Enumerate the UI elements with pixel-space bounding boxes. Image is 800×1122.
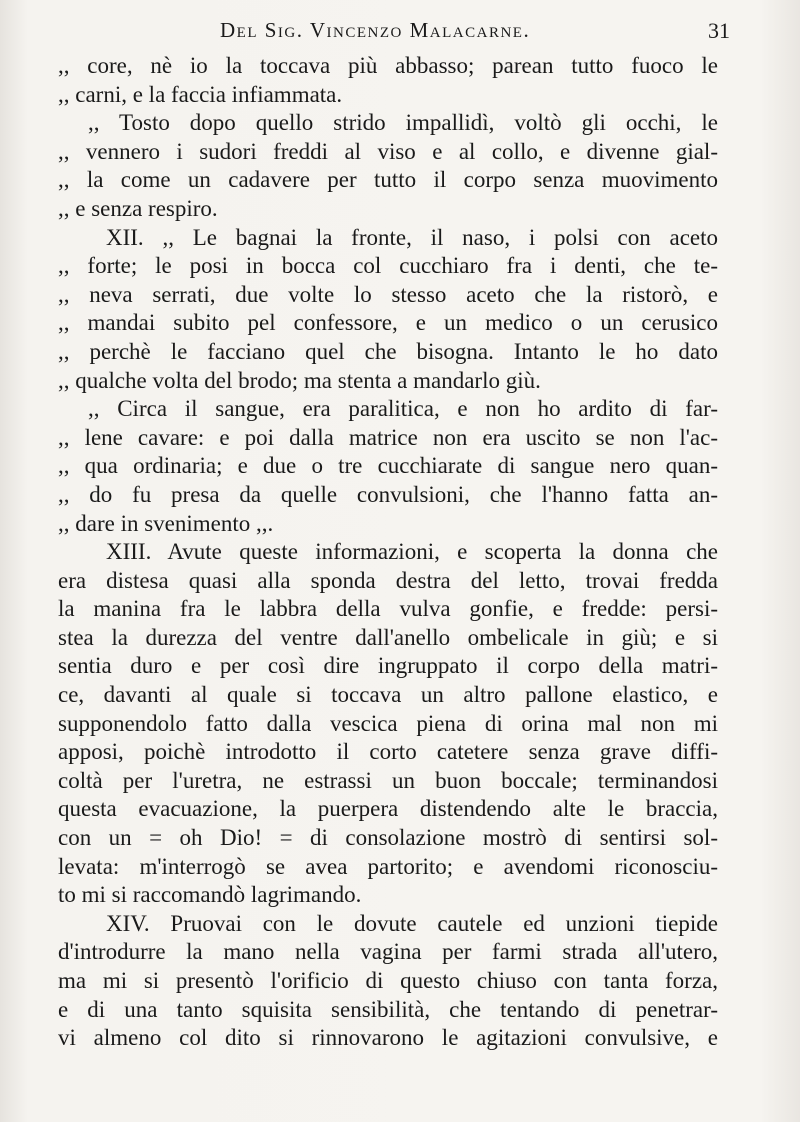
text-line: ,, lene cavare: e poi dalla matrice non era uscito se non l'ac- bbox=[58, 424, 718, 450]
text-line: ma mi si presentò l'orificio di questo chiuso con tanta forza, bbox=[58, 968, 718, 993]
text-line: e di una tanto squisita sensibilità, che tentando di penetrar- bbox=[58, 996, 718, 1022]
text-line: era distesa quasi alla sponda destra del letto, trovai fredda bbox=[58, 567, 718, 593]
text-line: ,, vennero i sudori freddi al viso e al collo, e divenne gial- bbox=[58, 138, 718, 164]
text-line: ,, core, nè io la toccava più abbasso; parean tutto fuoco le bbox=[58, 53, 718, 78]
page-number: 31 bbox=[708, 18, 730, 43]
text-line: ,, qua ordinaria; e due o tre cucchiarate di sangue nero quan- bbox=[58, 453, 718, 479]
text-line: apposi, poichè introdotto il corto catetere senza grave diffi- bbox=[58, 739, 718, 765]
text-line: ,, e senza respiro. bbox=[58, 195, 218, 221]
text-line: XIII. Avute queste informazioni, e scoperta la donna che bbox=[106, 539, 718, 565]
text-line: levata: m'interrogò se avea partorito; e avendomi riconosciu- bbox=[58, 853, 718, 879]
text-line: ,, perchè le facciano quel che bisogna. Intanto le ho dato bbox=[58, 338, 718, 364]
text-line: coltà per l'uretra, ne estrassi un buon boccale; terminandosi bbox=[58, 767, 718, 793]
text-line: ,, neva serrati, due volte lo stesso aceto che la ristorò, e bbox=[58, 281, 718, 307]
text-line: stea la durezza del ventre dall'anello ombelicale in giù; e si bbox=[58, 624, 718, 650]
text-line: ,, qualche volta del brodo; ma stenta a mandarlo giù. bbox=[58, 367, 541, 393]
text-line: ,, do fu presa da quelle convulsioni, che l'hanno fatta an- bbox=[58, 481, 718, 507]
text-line: la manina fra le labbra della vulva gonfie, e fredde: persi- bbox=[58, 596, 718, 622]
text-line: XIV. Pruovai con le dovute cautele ed unzioni tiepide bbox=[106, 910, 718, 936]
text-line: ,, la come un cadavere per tutto il corpo senza muovimento bbox=[58, 167, 718, 193]
body-text bbox=[58, 52, 718, 1053]
text-line: sentia duro e per così dire ingruppato il corpo della matri- bbox=[58, 653, 718, 679]
text-line: ,, mandai subito pel confessore, e un medico o un cerusico bbox=[58, 310, 718, 336]
text-line: ,, Circa il sangue, era paralitica, e non ho ardito di far- bbox=[88, 396, 718, 422]
text-line: ,, carni, e la faccia infiammata. bbox=[58, 81, 343, 107]
text-line: questa evacuazione, la puerpera distendendo alte le braccia, bbox=[58, 796, 718, 822]
text-line: vi almeno col dito si rinnovarono le agitazioni convulsive, e bbox=[58, 1025, 718, 1051]
text-line: ,, forte; le posi in bocca col cucchiaro fra i denti, che te- bbox=[58, 253, 718, 279]
text-line: ,, Tosto dopo quello strido impallidì, voltò gli occhi, le bbox=[88, 110, 718, 136]
text-line: d'introdurre la mano nella vagina per farmi strada all'utero, bbox=[58, 939, 718, 965]
text-line: supponendolo fatto dalla vescica piena di orina mal non mi bbox=[58, 710, 718, 736]
text-line: to mi si raccomandò lagrimando. bbox=[58, 882, 362, 908]
page-header bbox=[60, 18, 730, 54]
text-line: ,, dare in svenimento ,,. bbox=[58, 510, 274, 536]
text-line: ce, davanti al quale si toccava un altro pallone elastico, e bbox=[58, 682, 718, 708]
text-line: XII. ,, Le bagnai la fronte, il naso, i polsi con aceto bbox=[106, 224, 718, 250]
text-line: con un = oh Dio! = di consolazione mostrò di sentirsi sol- bbox=[58, 825, 718, 851]
running-title: Del Sig. Vincenzo Malacarne. bbox=[220, 18, 531, 42]
